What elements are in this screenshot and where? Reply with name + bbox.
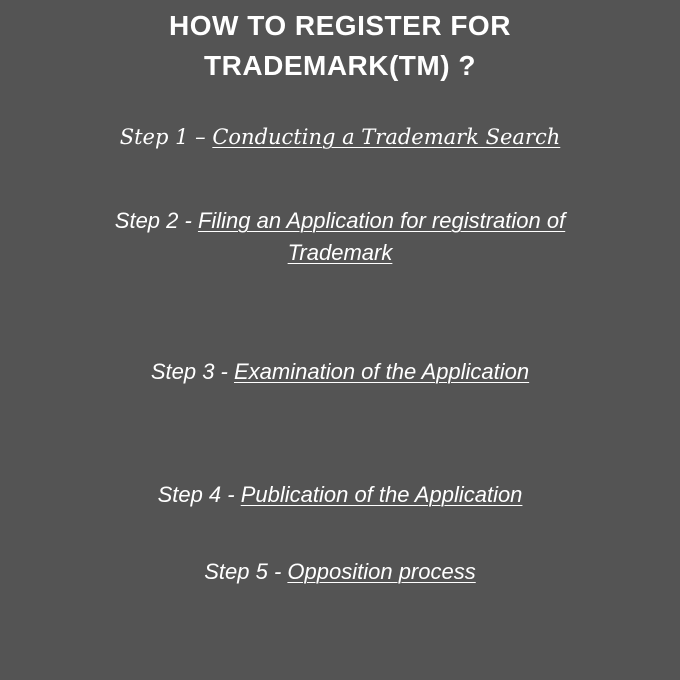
step-2-link[interactable]: Filing an Application for registration of Trademark [197,208,566,265]
step-3-link[interactable]: Examination of the Application [234,359,530,384]
step-5-prefix: Step 5 - [204,559,288,584]
step-1-link[interactable]: Conducting a Trademark Search [212,125,561,149]
step-1 [60,121,620,153]
step-3-prefix: Step 3 - [150,359,234,384]
step-2 [60,205,620,269]
step-2-prefix: Step 2 - [114,208,198,233]
step-5-link[interactable]: Opposition process [287,559,476,584]
page-title-line-2: TRADEMARK(TM) ? [204,50,476,81]
step-4-link[interactable]: Publication of the Application [240,482,523,507]
step-5 [60,556,620,588]
step-3 [60,356,620,388]
step-4 [60,479,620,511]
page-title-line-1: HOW TO REGISTER FOR [169,10,511,41]
step-1-prefix: Step 1 – [119,125,213,149]
step-4-prefix: Step 4 - [157,482,241,507]
page-title [0,6,680,86]
